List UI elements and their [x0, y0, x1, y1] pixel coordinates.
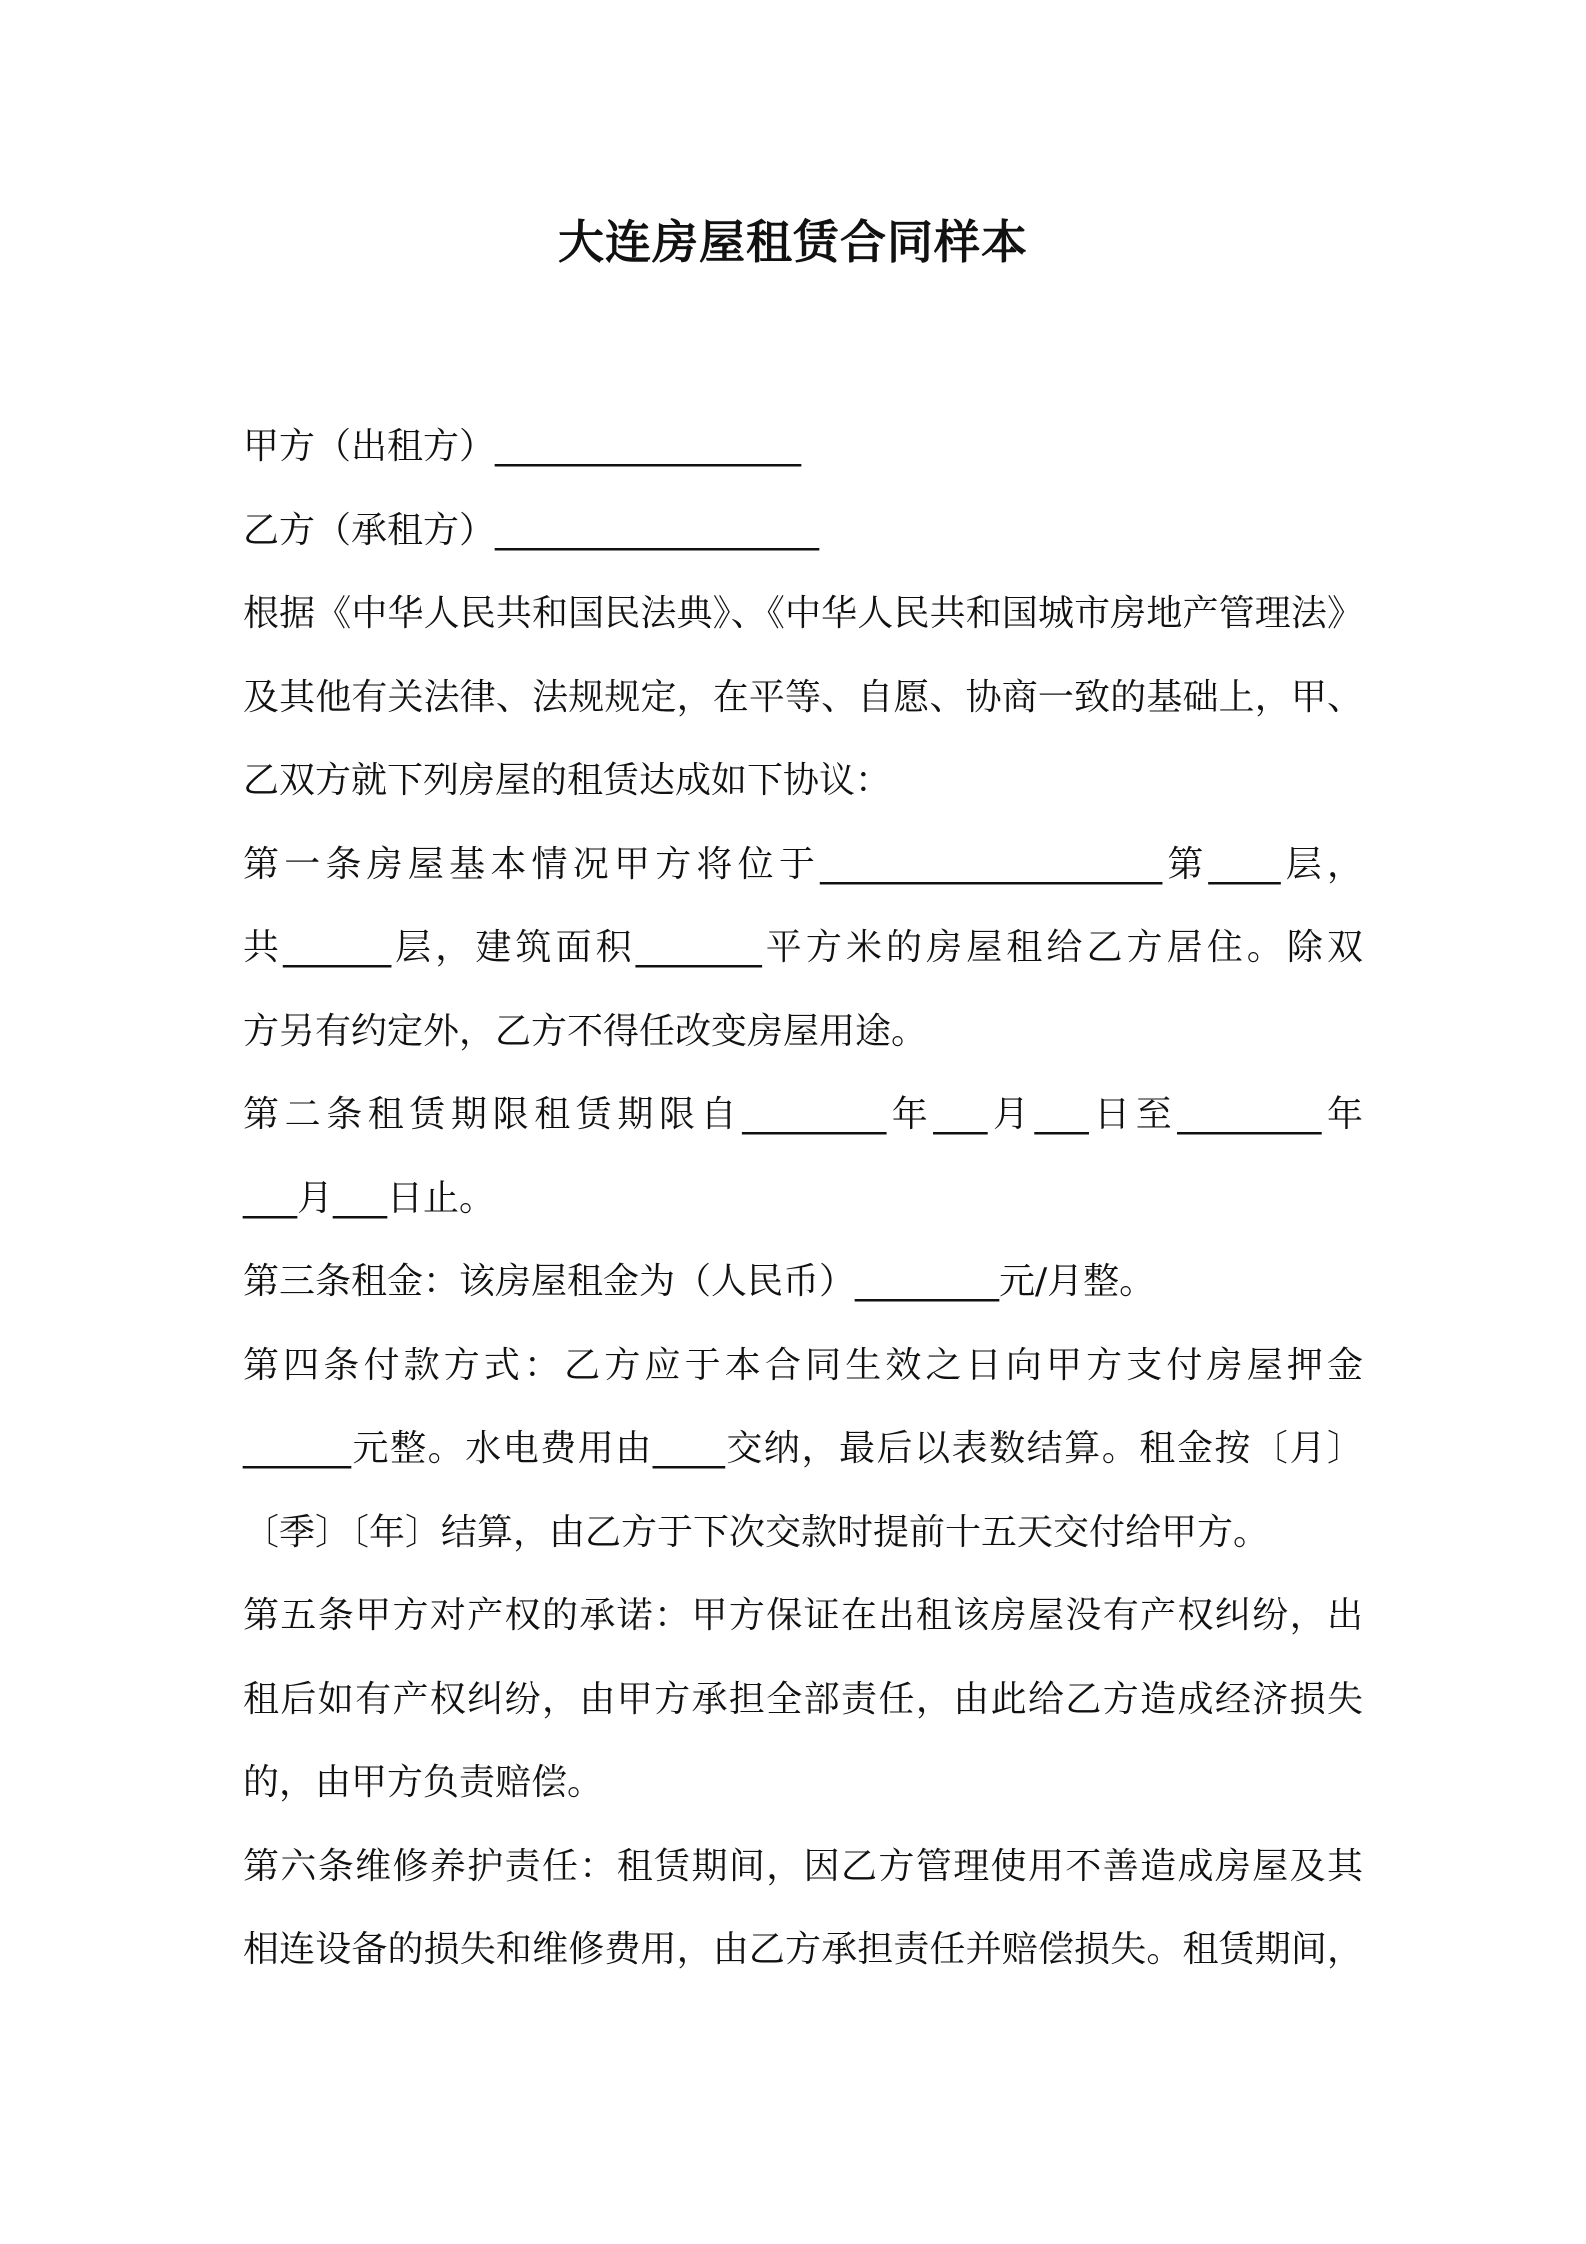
party-a-line: 甲方（出租方）_________________	[243, 426, 802, 467]
preamble-line-3: 乙双方就下列房屋的租赁达成如下协议：	[243, 760, 892, 801]
article-6-line-1: 第六条维修养护责任：租赁期间，因乙方管理使用不善造成房屋及其	[243, 1845, 1363, 1887]
article-2-line-1: 第二条租赁期限租赁期限自________年___月___日至________年	[243, 1094, 1363, 1135]
article-1-line-3: 方另有约定外，乙方不得任改变房屋用途。	[243, 1010, 928, 1052]
article-4-line-2: ______元整。水电费用由____交纳，最后以表数结算。租金按〔月〕	[243, 1428, 1363, 1469]
article-2-line-2: ___月___日止。	[243, 1177, 496, 1219]
article-5-line-1: 第五条甲方对产权的承诺：甲方保证在出租该房屋没有产权纠纷，出	[243, 1595, 1363, 1636]
party-b-line: 乙方（承租方）__________________	[243, 509, 820, 551]
article-5-line-2: 租后如有产权纠纷，由甲方承担全部责任，由此给乙方造成经济损失	[243, 1678, 1363, 1720]
article-1-line-1: 第一条房屋基本情况甲方将位于___________________第____层，	[243, 843, 1363, 885]
article-3-line-1: 第三条租金：该房屋租金为（人民币）________元/月整。	[243, 1261, 1156, 1302]
article-5-line-3: 的，由甲方负责赔偿。	[243, 1762, 604, 1803]
article-1-line-2: 共______层，建筑面积_______平方米的房屋租给乙方居住。除双	[243, 927, 1363, 968]
article-4-line-1: 第四条付款方式：乙方应于本合同生效之日向甲方支付房屋押金	[243, 1344, 1363, 1386]
article-6-line-2: 相连设备的损失和维修费用，由乙方承担责任并赔偿损失。租赁期间，	[243, 1929, 1363, 1970]
article-4-line-3: 〔季〕〔年〕结算，由乙方于下次交款时提前十五天交付给甲方。	[243, 1511, 1270, 1553]
preamble-line-2: 及其他有关法律、法规规定，在平等、自愿、协商一致的基础上，甲、	[243, 676, 1363, 718]
document-body	[243, 405, 1363, 1992]
document-title: 大连房屋租赁合同样本	[558, 215, 1028, 269]
preamble-line-1: 根据《中华人民共和国民法典》、《中华人民共和国城市房地产管理法》	[243, 593, 1363, 634]
